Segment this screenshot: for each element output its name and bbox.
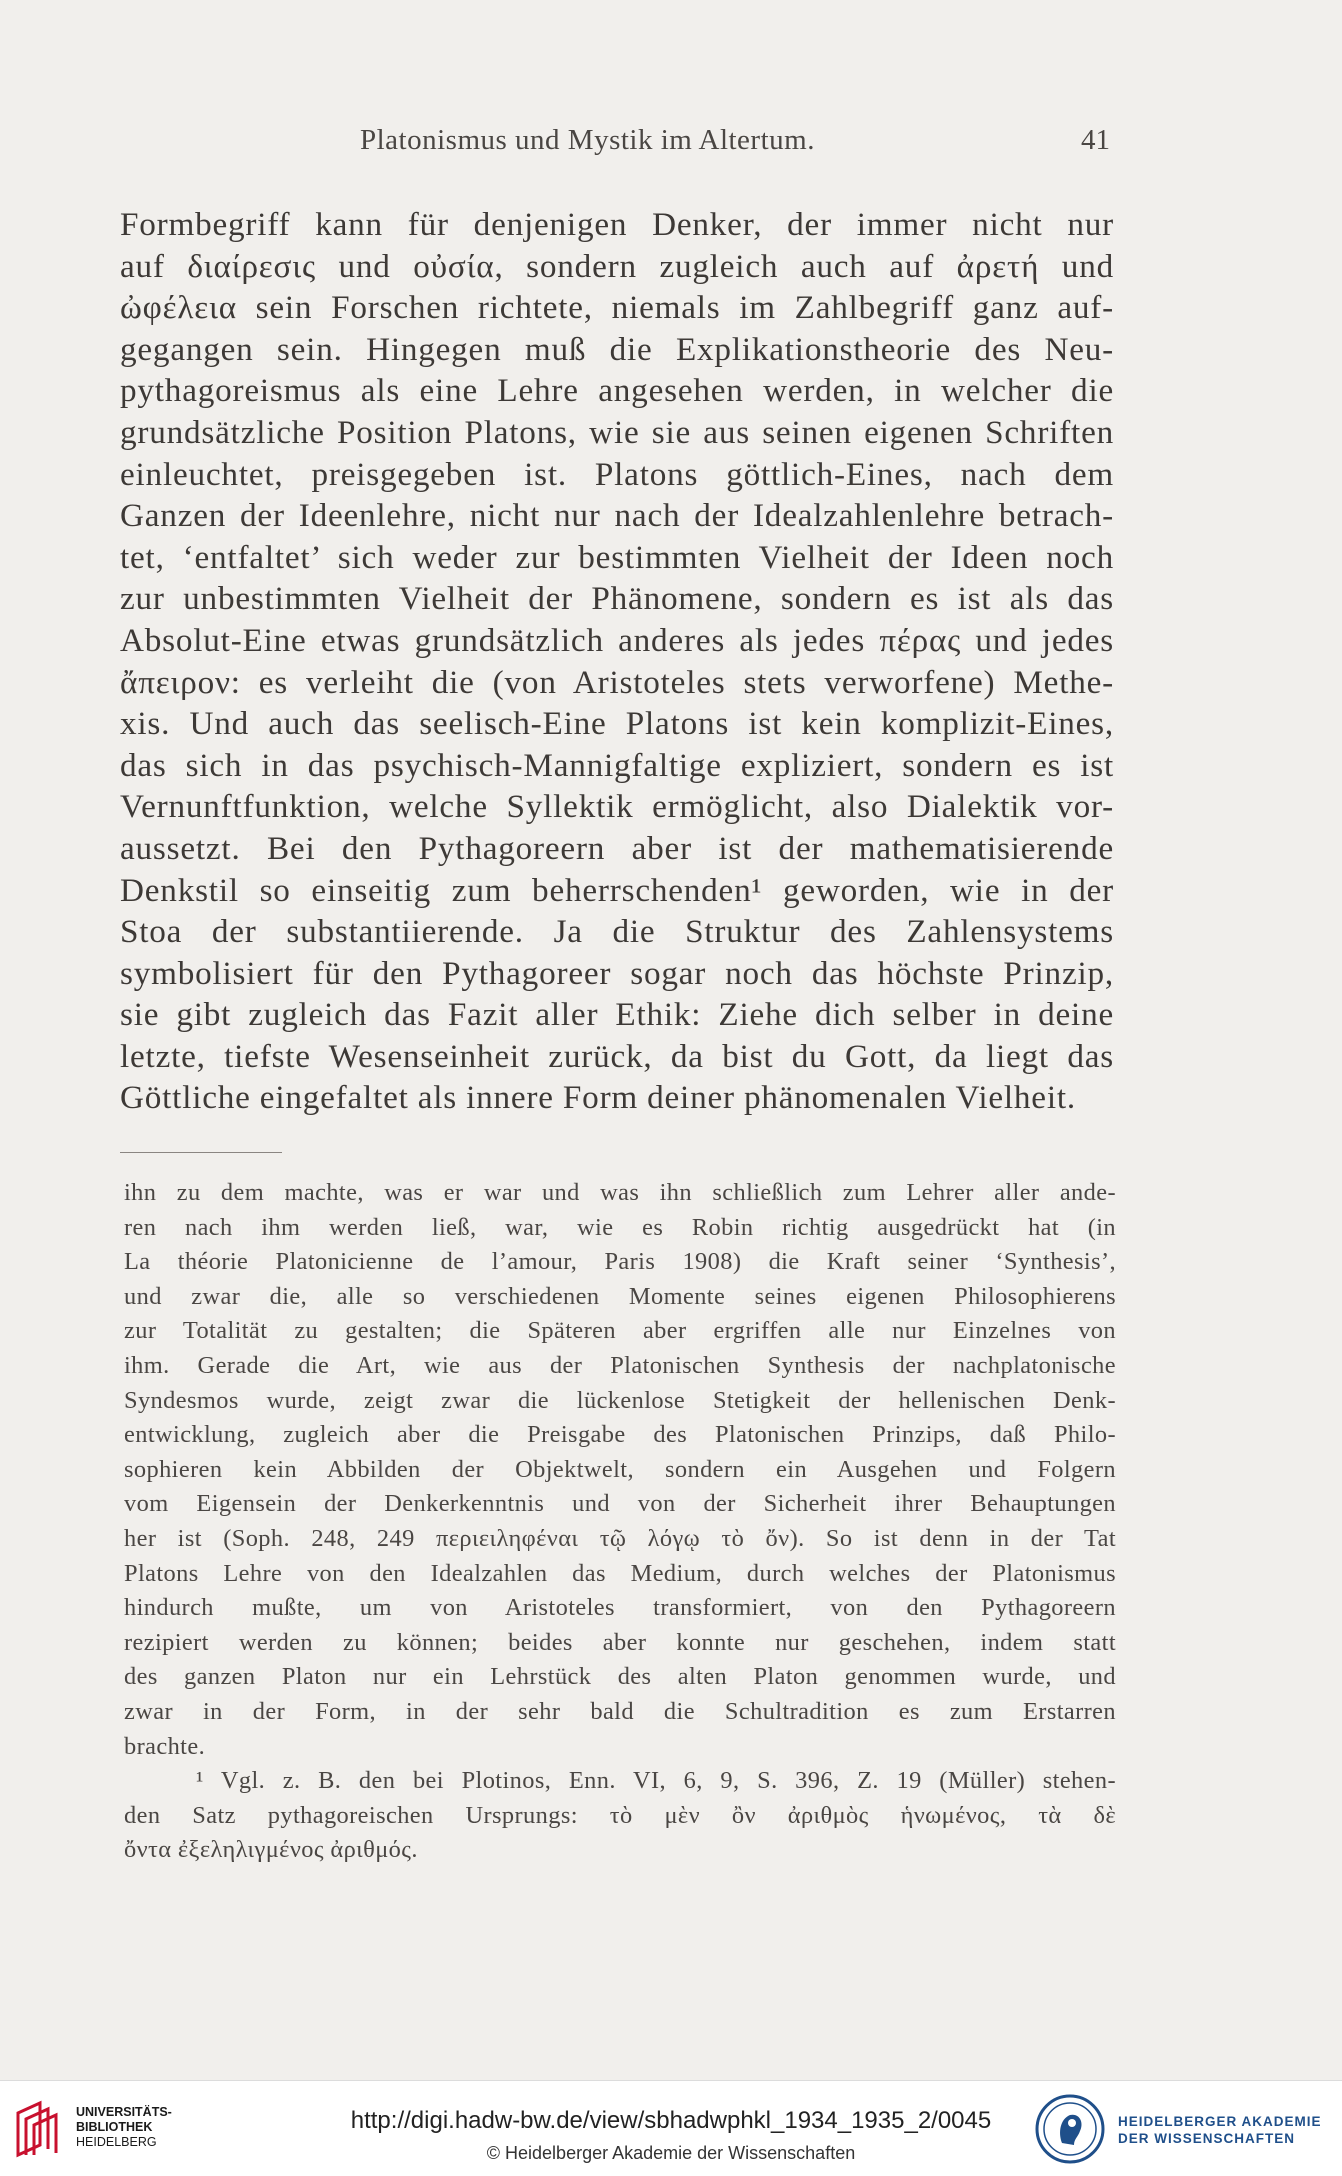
footnotes bbox=[124, 1176, 1116, 1868]
footnote-line: zur Totalität zu gestalten; die Späteren aber ergriffen alle nur Einzelnes von bbox=[124, 1317, 1116, 1345]
footnote-line: La théorie Platonicienne de l’amour, Paris 1908) die Kraft seiner ‘Synthesis’, bbox=[124, 1248, 1116, 1276]
footnote-line: ihm. Gerade die Art, wie aus der Platonischen Synthesis der nachplatonische bbox=[124, 1351, 1116, 1379]
footnote-line: zwar in der Form, in der sehr bald die Schultradition es zum Erstarren bbox=[124, 1697, 1116, 1725]
footnote-line: ihn zu dem machte, was er war und was ihn schließlich zum Lehrer aller ande- bbox=[124, 1179, 1116, 1206]
copyright-notice: © Heidelberger Akademie der Wissenschaften bbox=[486, 2143, 856, 2163]
footnote-1-line: ¹ Vgl. z. B. den bei Plotinos, Enn. VI, 6, 9, S. 396, Z. 19 (Müller) stehen- bbox=[196, 1767, 1116, 1795]
footnote-line: vom Eigensein der Denkerkenntnis und von der Sicherheit ihrer Behauptungen bbox=[124, 1490, 1116, 1518]
main-text bbox=[120, 204, 1114, 1119]
footnote-separator bbox=[120, 1152, 282, 1153]
text-line: aussetzt. Bei den Pythagoreern aber ist der mathematisierende bbox=[120, 829, 1114, 867]
text-line: einleuchtet, preisgegeben ist. Platons göttlich-Eines, nach dem bbox=[120, 455, 1114, 493]
academy-name-line: DER WISSENSCHAFTEN bbox=[1118, 2131, 1296, 2146]
text-line: Absolut-Eine etwas grundsätzlich anderes als jedes πέρας und jedes bbox=[120, 621, 1114, 659]
text-line: pythagoreismus als eine Lehre angesehen werden, in welcher die bbox=[120, 372, 1114, 410]
academy-seal-icon bbox=[1034, 2093, 1106, 2165]
footnote-line: Platons Lehre von den Idealzahlen das Medium, durch welches der Platonismus bbox=[124, 1559, 1116, 1587]
text-line: Denkstil so einseitig zum beherrschenden¹ geworden, wie in der bbox=[120, 871, 1114, 909]
footnote-line: hindurch mußte, um von Aristoteles transformiert, von den Pythagoreern bbox=[124, 1594, 1116, 1622]
footnote-line: Syndesmos wurde, zeigt zwar die lückenlose Stetigkeit der hellenischen Denk- bbox=[124, 1386, 1116, 1414]
academy-name bbox=[1118, 2113, 1322, 2147]
source-url-link[interactable]: http://digi.hadw-bw.de/view/sbhadwphkl_1934_1935_2/0045 bbox=[350, 2107, 992, 2134]
text-line: tet, ‘entfaltet’ sich weder zur bestimmten Vielheit der Ideen noch bbox=[120, 538, 1114, 576]
text-line: sie gibt zugleich das Fazit aller Ethik: Ziehe dich selber in deine bbox=[120, 996, 1114, 1034]
text-line: letzte, tiefste Wesenseinheit zurück, da bist du Gott, da liegt das bbox=[120, 1037, 1114, 1075]
text-line: auf διαίρεσις und οὐσία, sondern zugleich auch auf ἀρετή und bbox=[120, 247, 1114, 285]
text-line: grundsätzliche Position Platons, wie sie aus seinen eigenen Schriften bbox=[120, 413, 1114, 451]
running-header bbox=[120, 124, 1110, 168]
text-line: das sich in das psychisch-Mannigfaltige expliziert, sondern es ist bbox=[120, 746, 1114, 784]
footnote-line: ren nach ihm werden ließ, war, wie es Robin richtig ausgedrückt hat (in bbox=[124, 1213, 1116, 1241]
library-name-line: HEIDELBERG bbox=[76, 2135, 157, 2149]
running-title: Platonismus und Mystik im Altertum. bbox=[360, 124, 815, 156]
library-name-line: BIBLIOTHEK bbox=[76, 2120, 153, 2134]
text-line: ἄπειρον: es verleiht die (von Aristoteles stets verworfene) Methe- bbox=[120, 663, 1114, 701]
footnote-line: her ist (Soph. 248, 249 περιειληφέναι τῷ λόγῳ τὸ ὄν). So ist denn in der Tat bbox=[124, 1524, 1116, 1552]
footnote-1-line: den Satz pythagoreischen Ursprungs: τὸ μὲν ὂν ἀριθμὸς ἡνωμένος, τὰ δὲ bbox=[124, 1801, 1116, 1829]
text-line: Vernunftfunktion, welche Syllektik ermöglicht, also Dialektik vor- bbox=[120, 788, 1114, 826]
page-number: 41 bbox=[1081, 124, 1110, 156]
text-line: Göttliche eingefaltet als innere Form deiner phänomenalen Vielheit. bbox=[120, 1079, 1076, 1117]
text-line: ὠφέλεια sein Forschen richtete, niemals im Zahlbegriff ganz auf- bbox=[120, 289, 1114, 327]
text-line: xis. Und auch das seelisch-Eine Platons ist kein komplizit-Eines, bbox=[120, 705, 1114, 743]
footnote-line: und zwar die, alle so verschiedenen Momente seines eigenen Philosophierens bbox=[124, 1282, 1116, 1310]
footnote-line: sophieren kein Abbilden der Objektwelt, sondern ein Ausgehen und Folgern bbox=[124, 1455, 1116, 1483]
library-name-line: UNIVERSITÄTS- bbox=[76, 2105, 172, 2119]
text-line: symbolisiert für den Pythagoreer sogar noch das höchste Prinzip, bbox=[120, 954, 1114, 992]
academy-name-line: HEIDELBERGER AKADEMIE bbox=[1118, 2114, 1322, 2129]
text-line: Formbegriff kann für denjenigen Denker, der immer nicht nur bbox=[120, 206, 1114, 243]
footnote-line: brachte. bbox=[124, 1732, 206, 1760]
text-line: zur unbestimmten Vielheit der Phänomene, sondern es ist als das bbox=[120, 580, 1114, 618]
footnote-line: rezipiert werden zu können; beides aber konnte nur geschehen, indem statt bbox=[124, 1628, 1116, 1656]
text-line: Stoa der substantiierende. Ja die Struktur des Zahlensystems bbox=[120, 913, 1114, 951]
text-line: gegangen sein. Hingegen muß die Explikationstheorie des Neu- bbox=[120, 330, 1114, 368]
footnote-line: entwicklung, zugleich aber die Preisgabe des Platonischen Prinzips, daß Philo- bbox=[124, 1421, 1116, 1449]
viewer-footer bbox=[0, 2080, 1342, 2176]
text-line: Ganzen der Ideenlehre, nicht nur nach der Idealzahlenlehre betrach- bbox=[120, 497, 1114, 535]
footnote-line: des ganzen Platon nur ein Lehrstück des alten Platon genommen wurde, und bbox=[124, 1663, 1116, 1691]
footnote-1-line: ὄντα ἐξεληλιγμένος ἀριθμός. bbox=[124, 1836, 418, 1864]
